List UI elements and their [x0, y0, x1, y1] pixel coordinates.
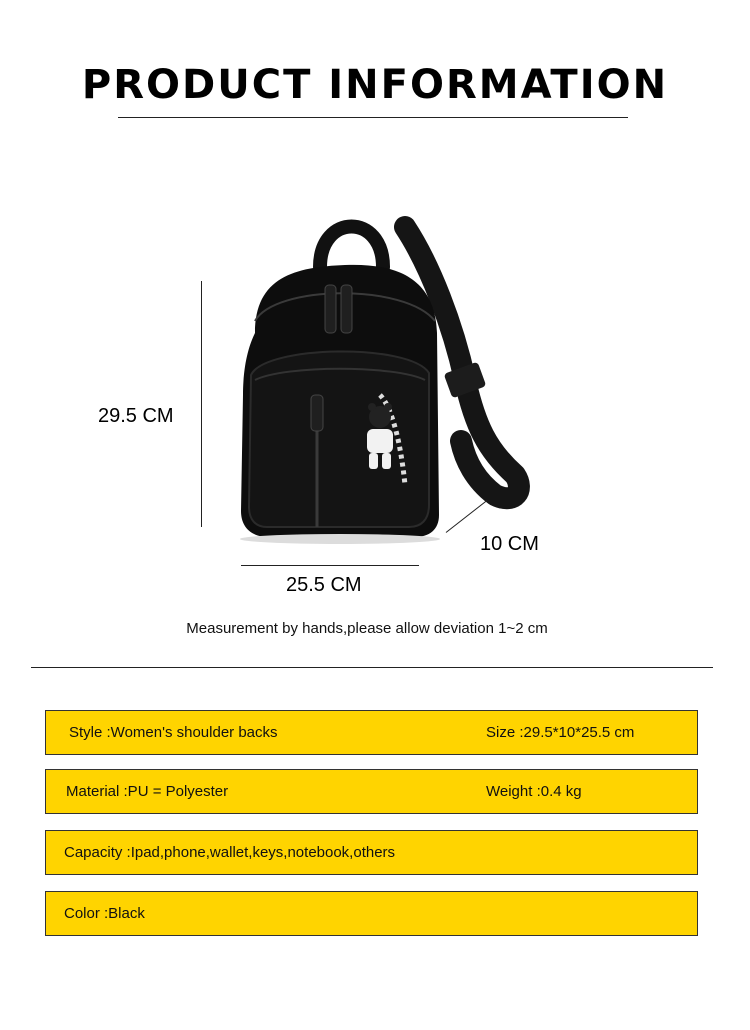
spec-row-color — [45, 891, 698, 936]
spec-size: Size :29.5*10*25.5 cm — [486, 724, 635, 741]
section-divider — [31, 667, 713, 668]
height-dimension-line — [201, 281, 202, 527]
title-divider — [118, 117, 628, 118]
page-title: PRODUCT INFORMATION — [81, 62, 669, 108]
spec-material: Material :PU = Polyester — [66, 783, 229, 800]
width-dimension-line — [241, 565, 419, 566]
height-label: 29.5 CM — [98, 405, 174, 427]
spec-color: Color :Black — [64, 905, 145, 922]
width-label: 25.5 CM — [286, 574, 362, 596]
spec-capacity: Capacity :Ipad,phone,wallet,keys,notebook,others — [64, 844, 396, 861]
depth-label: 10 CM — [480, 533, 539, 555]
spec-row-style — [45, 710, 698, 755]
spec-weight: Weight :0.4 kg — [486, 783, 582, 800]
backpack-image — [225, 205, 545, 550]
spec-row-capacity — [45, 830, 698, 875]
spec-row-material — [45, 769, 698, 814]
spec-style: Style :Women's shoulder backs — [69, 724, 278, 741]
measurement-note: Measurement by hands,please allow deviation 1~2 cm — [186, 620, 548, 637]
